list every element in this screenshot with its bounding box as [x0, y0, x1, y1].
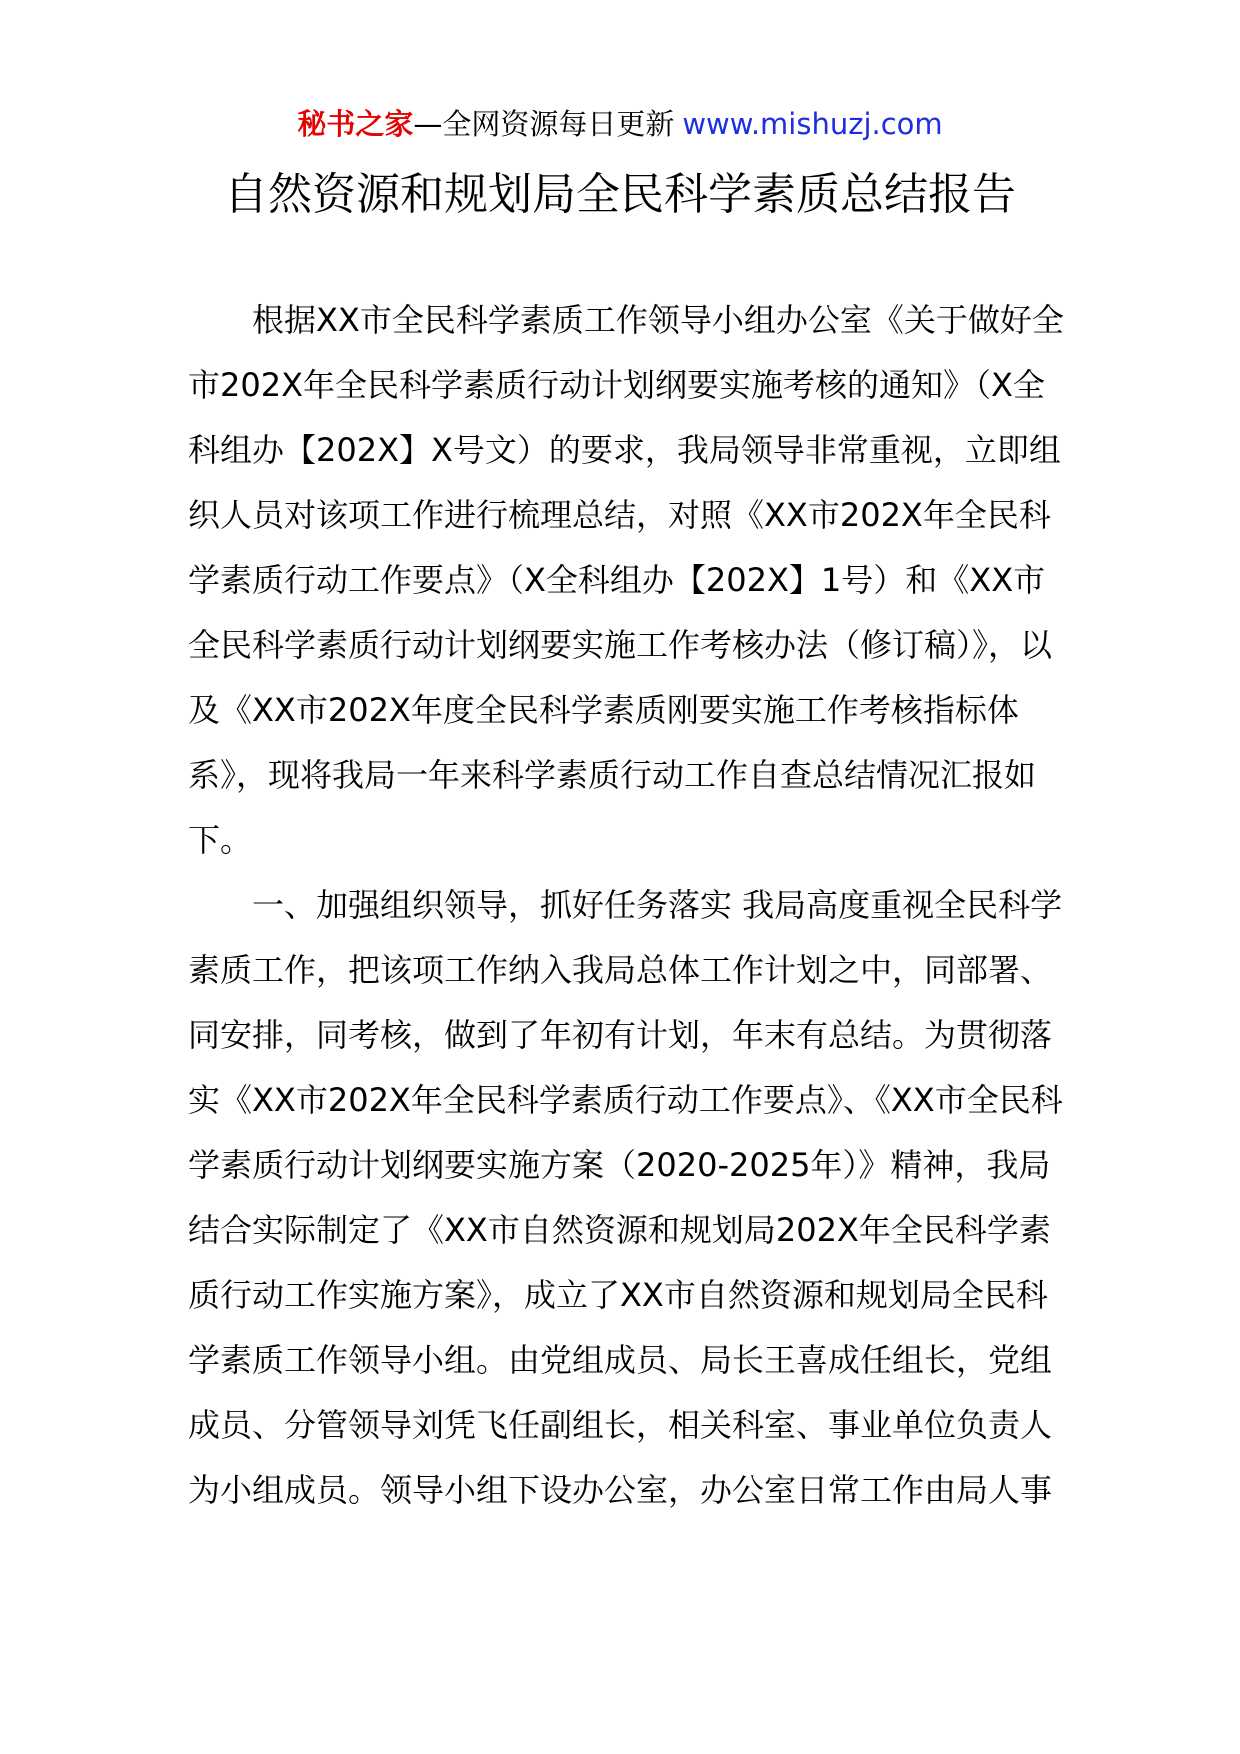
document-title: 自然资源和规划局全民科学素质总结报告: [224, 169, 1016, 220]
brand-name: 秘书之家: [297, 107, 414, 141]
website-link[interactable]: www.mishuzj.com: [682, 107, 943, 141]
body-paragraph-1: 根据XX市全民科学素质工作领导小组办公室《关于做好全市202X年全民科学素质行动计划纲要实施考核的通知》（X全科组办【202X】X号文）的要求，我局领导非常重视，立即组织人员对该项工作进行梳理总结，对照《XX市202X年全民科学素质行动工作要点》（X全科组办【202X】1号）和《XX市全民科学素质行动计划纲要实施工作考核办法（修订稿）》，以及《XX市202X年度全民科学素质刚要实施工作考核指标体系》，现将我局一年来科学素质行动工作自查总结情况汇报如下。: [188, 301, 1064, 859]
body-paragraph-2: 一、加强组织领导，抓好任务落实 我局高度重视全民科学素质工作，把该项工作纳入我局总体工作计划之中，同部署、同安排，同考核，做到了年初有计划，年末有总结。为贯彻落实《XX市202X年全民科学素质行动工作要点》、《XX市全民科学素质行动计划纲要实施方案（2020-2025年）》精神，我局结合实际制定了《XX市自然资源和规划局202X年全民科学素质行动工作实施方案》，成立了XX市自然资源和规划局全民科学素质工作领导小组。由党组成员、局长王喜成任组长，党组成员、分管领导刘凭飞任副组长，相关科室、事业单位负责人为小组成员。领导小组下设办公室，办公室日常工作由局人事: [188, 886, 1063, 1509]
brand-tagline: —全网资源每日更新: [413, 107, 675, 141]
document-body: [188, 288, 1068, 1523]
watermark-header: [0, 104, 1240, 144]
